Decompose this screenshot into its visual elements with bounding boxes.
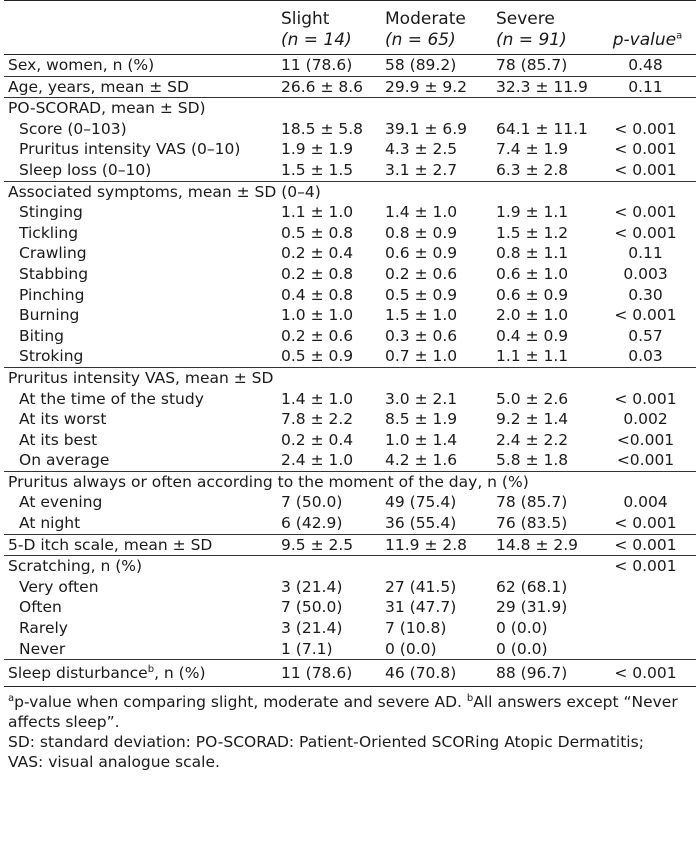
cell-pvalue	[599, 367, 696, 388]
cell-slight: 0.2 ± 0.4	[281, 244, 354, 263]
table-subrow	[4, 285, 696, 306]
cell-severe: 5.0 ± 2.6	[496, 389, 569, 408]
cell-slight: 6 (42.9)	[281, 514, 343, 533]
cell-slight: 26.6 ± 8.6	[281, 76, 385, 98]
row-label: Often	[19, 598, 62, 617]
cell-moderate: 0.7 ± 1.0	[385, 347, 458, 366]
footnote-abbrev-1: SD: standard deviation: PO-SCORAD: Patient-Oriented SCORing Atopic Dermatitis;	[8, 733, 644, 752]
cell-slight: 9.5 ± 2.5	[281, 534, 385, 556]
row-label: Pruritus always or often according to the moment of the day, n (%)	[4, 471, 696, 492]
cell-slight: 3 (21.4)	[281, 577, 343, 596]
cell-pvalue	[599, 181, 696, 202]
cell-moderate	[385, 181, 496, 202]
footnote-ab: $^a$p-value when comparing slight, moderate and severe AD. $^b$All answers except “Never affects sleep”.	[8, 693, 678, 732]
row-label: Age, years, mean ± SD	[4, 76, 281, 98]
row-label: Associated symptoms, mean ± SD (0–4)	[4, 181, 281, 202]
row-label: On average	[19, 451, 110, 470]
footnote-abbrev-2: VAS: visual analogue scale.	[8, 753, 220, 772]
row-label: At its worst	[19, 410, 107, 429]
cell-severe: 88 (96.7)	[496, 660, 599, 687]
table-subrow	[4, 430, 696, 451]
cell-moderate: 1.4 ± 1.0	[385, 203, 458, 222]
cell-slight: 11 (78.6)	[281, 660, 385, 687]
cell-severe	[496, 556, 599, 577]
cell-severe	[496, 98, 599, 119]
table-subrow	[4, 389, 696, 410]
cell-severe: 9.2 ± 1.4	[496, 410, 569, 429]
cell-pvalue: < 0.001	[614, 223, 677, 242]
cell-severe: 0.6 ± 0.9	[496, 285, 569, 304]
row-label: Score (0–103)	[19, 119, 127, 138]
cell-pvalue: < 0.001	[614, 160, 677, 179]
cell-moderate: 39.1 ± 6.9	[385, 119, 468, 138]
table-section-row	[4, 98, 696, 119]
cell-pvalue	[599, 98, 696, 119]
cell-slight: 0.2 ± 0.8	[281, 264, 354, 283]
cell-pvalue	[599, 597, 696, 618]
cell-moderate: 8.5 ± 1.9	[385, 410, 458, 429]
cell-pvalue: < 0.001	[599, 660, 696, 687]
row-label: Very often	[19, 577, 99, 596]
cell-severe: 7.4 ± 1.9	[496, 140, 569, 159]
cell-severe: 2.4 ± 2.2	[496, 430, 569, 449]
row-label: Stabbing	[19, 264, 89, 283]
cell-slight: 1.1 ± 1.0	[281, 203, 354, 222]
cell-pvalue: 0.11	[599, 76, 696, 98]
cell-severe: 5.8 ± 1.8	[496, 451, 569, 470]
table-subrow	[4, 305, 696, 326]
cell-slight: 2.4 ± 1.0	[281, 451, 354, 470]
table-subrow	[4, 160, 696, 181]
cell-slight: 0.5 ± 0.8	[281, 223, 354, 242]
cell-severe	[496, 181, 599, 202]
table-subrow	[4, 409, 696, 430]
table-section-row	[4, 556, 696, 577]
header-severe: Severe (n = 91)	[496, 9, 567, 50]
data-table	[4, 0, 696, 687]
cell-severe: 14.8 ± 2.9	[496, 534, 599, 556]
cell-moderate: 27 (41.5)	[385, 577, 457, 596]
cell-pvalue: <0.001	[616, 430, 675, 449]
table-subrow	[4, 326, 696, 347]
cell-pvalue: 0.11	[628, 244, 663, 263]
cell-severe: 62 (68.1)	[496, 577, 568, 596]
cell-moderate: 4.2 ± 1.6	[385, 451, 458, 470]
cell-severe: 29 (31.9)	[496, 598, 568, 617]
cell-moderate: 3.0 ± 2.1	[385, 389, 458, 408]
header-pvalue: p-value$^a$	[612, 30, 683, 50]
cell-moderate: 58 (89.2)	[385, 56, 457, 74]
table-subrow	[4, 577, 696, 598]
table-header-row	[4, 1, 696, 55]
header-slight: Slight (n = 14)	[281, 9, 352, 50]
row-label: Crawling	[19, 244, 87, 263]
cell-severe: 0.4 ± 0.9	[496, 326, 569, 345]
cell-slight	[281, 367, 385, 388]
cell-moderate: 4.3 ± 2.5	[385, 140, 458, 159]
table-subrow	[4, 223, 696, 244]
cell-moderate: 1.0 ± 1.4	[385, 430, 458, 449]
cell-pvalue	[599, 577, 696, 598]
cell-pvalue: 0.03	[628, 347, 663, 366]
cell-slight: 0.5 ± 0.9	[281, 347, 354, 366]
cell-slight: 0.4 ± 0.8	[281, 285, 354, 304]
cell-severe: 78 (85.7)	[496, 56, 568, 74]
cell-pvalue: 0.48	[628, 56, 663, 74]
cell-moderate	[385, 98, 496, 119]
cell-slight: 7 (50.0)	[281, 598, 343, 617]
cell-slight: 1.9 ± 1.9	[281, 140, 354, 159]
cell-severe: 1.9 ± 1.1	[496, 203, 569, 222]
table-section-row	[4, 55, 696, 77]
cell-severe: 0 (0.0)	[496, 639, 548, 658]
cell-moderate: 1.5 ± 1.0	[385, 306, 458, 325]
row-label: At the time of the study	[19, 389, 204, 408]
table-subrow	[4, 202, 696, 223]
cell-slight: 1.5 ± 1.5	[281, 160, 354, 179]
cell-pvalue	[599, 618, 696, 639]
cell-slight: 11 (78.6)	[281, 56, 353, 74]
cell-slight: 18.5 ± 5.8	[281, 119, 364, 138]
cell-moderate: 11.9 ± 2.8	[385, 534, 496, 556]
cell-severe: 32.3 ± 11.9	[496, 76, 599, 98]
cell-moderate: 7 (10.8)	[385, 619, 447, 638]
row-label: 5-D itch scale, mean ± SD	[4, 534, 281, 556]
cell-slight: 1 (7.1)	[281, 639, 333, 658]
header-blank	[4, 1, 281, 55]
table-subrow	[4, 639, 696, 660]
cell-slight: 0.2 ± 0.6	[281, 326, 354, 345]
row-label: Scratching, n (%)	[4, 556, 281, 577]
row-label: Pinching	[19, 285, 85, 304]
cell-pvalue: < 0.001	[599, 556, 696, 577]
cell-pvalue: < 0.001	[614, 389, 677, 408]
table-section-row	[4, 471, 696, 492]
cell-severe: 0 (0.0)	[496, 619, 548, 638]
cell-severe: 64.1 ± 11.1	[496, 119, 588, 138]
cell-moderate: 49 (75.4)	[385, 493, 457, 512]
cell-pvalue	[599, 639, 696, 660]
row-label: Rarely	[19, 619, 68, 638]
cell-moderate: 0.6 ± 0.9	[385, 244, 458, 263]
cell-severe: 0.6 ± 1.0	[496, 264, 569, 283]
cell-moderate	[385, 556, 496, 577]
cell-moderate: 0 (0.0)	[385, 639, 437, 658]
cell-moderate: 46 (70.8)	[385, 660, 496, 687]
cell-severe: 76 (83.5)	[496, 514, 568, 533]
cell-moderate: 3.1 ± 2.7	[385, 160, 458, 179]
row-label: At evening	[19, 493, 103, 512]
cell-pvalue: 0.002	[623, 410, 668, 429]
cell-pvalue: 0.003	[623, 264, 668, 283]
cell-slight: 7.8 ± 2.2	[281, 410, 354, 429]
table-subrow	[4, 597, 696, 618]
table-section-row	[4, 367, 696, 388]
cell-moderate: 29.9 ± 9.2	[385, 76, 496, 98]
cell-severe: 6.3 ± 2.8	[496, 160, 569, 179]
row-label: Biting	[19, 326, 64, 345]
cell-pvalue: < 0.001	[599, 534, 696, 556]
table-subrow	[4, 243, 696, 264]
cell-slight: 0.2 ± 0.4	[281, 430, 354, 449]
table-subrow	[4, 139, 696, 160]
cell-severe: 1.1 ± 1.1	[496, 347, 569, 366]
table-subrow	[4, 513, 696, 534]
cell-moderate: 0.5 ± 0.9	[385, 285, 458, 304]
cell-severe: 0.8 ± 1.1	[496, 244, 569, 263]
cell-pvalue: 0.57	[628, 326, 663, 345]
cell-slight	[281, 98, 385, 119]
table-subrow	[4, 450, 696, 471]
cell-moderate: 31 (47.7)	[385, 598, 457, 617]
cell-moderate	[385, 367, 496, 388]
cell-slight: 3 (21.4)	[281, 619, 343, 638]
cell-moderate: 0.8 ± 0.9	[385, 223, 458, 242]
cell-severe: 2.0 ± 1.0	[496, 306, 569, 325]
cell-pvalue: < 0.001	[614, 119, 677, 138]
table-body	[4, 55, 696, 687]
cell-severe: 78 (85.7)	[496, 493, 568, 512]
table-section-row	[4, 181, 696, 202]
table-subrow	[4, 618, 696, 639]
row-label: Never	[19, 639, 66, 658]
row-label: Burning	[19, 306, 80, 325]
cell-pvalue: < 0.001	[614, 306, 677, 325]
table-section-row	[4, 76, 696, 98]
table-subrow	[4, 492, 696, 513]
cell-pvalue: < 0.001	[614, 140, 677, 159]
row-label: Pruritus intensity VAS (0–10)	[19, 140, 241, 159]
cell-slight: 1.4 ± 1.0	[281, 389, 354, 408]
row-label: PO-SCORAD, mean ± SD)	[4, 98, 281, 119]
row-label: Tickling	[19, 223, 79, 242]
cell-moderate: 0.3 ± 0.6	[385, 326, 458, 345]
row-label: Stinging	[19, 203, 83, 222]
cell-pvalue: < 0.001	[614, 203, 677, 222]
cell-pvalue: 0.004	[623, 493, 668, 512]
row-label: Sleep loss (0–10)	[19, 160, 152, 179]
row-label: Sleep disturbance$^b$, n (%)	[4, 660, 281, 687]
header-moderate: Moderate (n = 65)	[385, 9, 466, 50]
table-section-row	[4, 660, 696, 687]
cell-pvalue: < 0.001	[614, 514, 677, 533]
cell-slight	[281, 556, 385, 577]
row-label: Pruritus intensity VAS, mean ± SD	[4, 367, 281, 388]
cell-slight: 7 (50.0)	[281, 493, 343, 512]
cell-moderate: 0.2 ± 0.6	[385, 264, 458, 283]
footnotes	[4, 687, 696, 772]
row-label: Sex, women, n (%)	[8, 56, 155, 74]
table-subrow	[4, 346, 696, 367]
row-label: Stroking	[19, 347, 84, 366]
cell-pvalue: <0.001	[616, 451, 675, 470]
cell-pvalue: 0.30	[628, 285, 663, 304]
cell-severe	[496, 367, 599, 388]
table-section-row	[4, 534, 696, 556]
table-container	[4, 0, 696, 772]
table-subrow	[4, 264, 696, 285]
table-subrow	[4, 119, 696, 140]
row-label: At its best	[19, 430, 98, 449]
cell-severe: 1.5 ± 1.2	[496, 223, 569, 242]
row-label: At night	[19, 514, 81, 533]
cell-slight: 1.0 ± 1.0	[281, 306, 354, 325]
cell-moderate: 36 (55.4)	[385, 514, 457, 533]
